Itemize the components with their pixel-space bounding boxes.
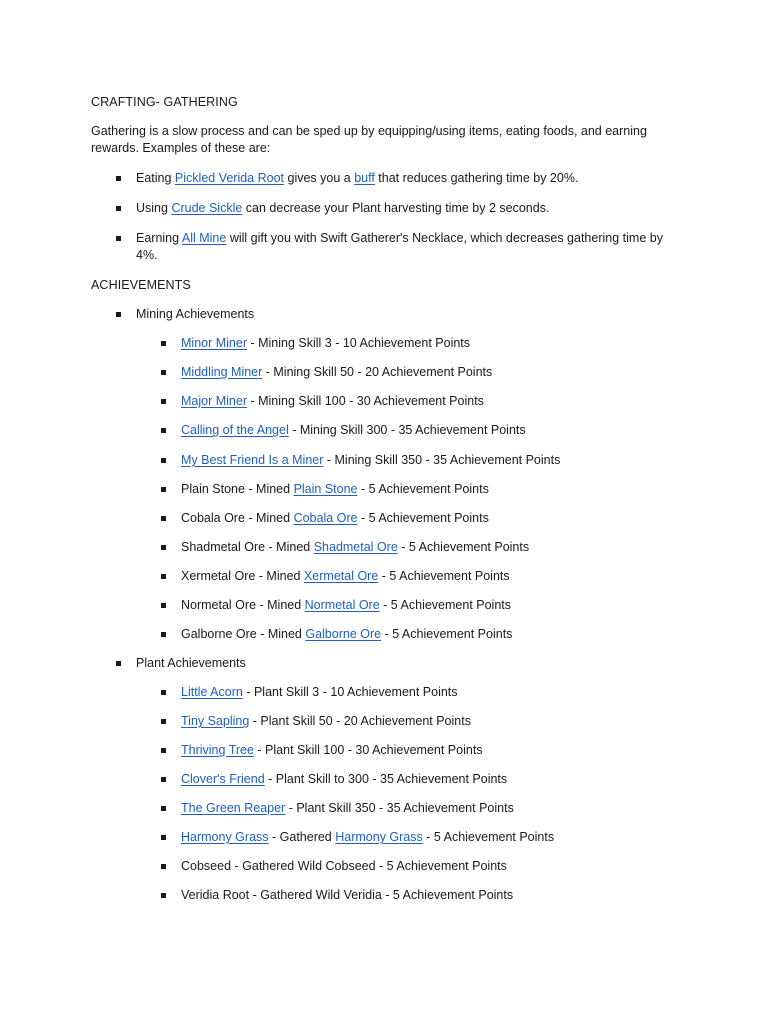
bullet-icon bbox=[161, 487, 166, 492]
link-all-mine[interactable]: All Mine bbox=[181, 231, 227, 245]
bullet-icon bbox=[161, 719, 166, 724]
achievement-link[interactable]: Clover's Friend bbox=[181, 772, 265, 786]
link-crude-sickle[interactable]: Crude Sickle bbox=[171, 201, 243, 215]
bullet-icon bbox=[161, 864, 166, 869]
section-heading-crafting: CRAFTING- GATHERING bbox=[91, 95, 238, 109]
category-label-plant: Plant Achievements bbox=[136, 656, 246, 670]
bullet-icon bbox=[161, 632, 166, 637]
category-label-mining: Mining Achievements bbox=[136, 307, 255, 321]
achievement-link[interactable]: Major Miner bbox=[181, 394, 247, 408]
tip-text: Earning All Mine will gift you with Swift Gatherer's Necklace, which decreases gathering time by 4%. bbox=[136, 231, 663, 262]
achievement-link[interactable]: Little Acorn bbox=[181, 685, 243, 699]
achievement-link[interactable]: Xermetal Ore bbox=[303, 569, 379, 583]
achievement-link[interactable]: The Green Reaper bbox=[181, 801, 286, 815]
bullet-icon bbox=[161, 806, 166, 811]
bullet-icon bbox=[116, 312, 121, 317]
bullet-icon bbox=[161, 603, 166, 608]
bullet-icon bbox=[116, 206, 121, 211]
bullet-icon bbox=[161, 458, 166, 463]
bullet-icon bbox=[116, 176, 121, 181]
bullet-icon bbox=[161, 835, 166, 840]
bullet-icon bbox=[116, 236, 121, 241]
achievement-link[interactable]: Shadmetal Ore bbox=[313, 540, 398, 554]
tip-text: Using Crude Sickle can decrease your Plant harvesting time by 2 seconds. bbox=[136, 201, 550, 215]
bullet-icon bbox=[161, 574, 166, 579]
achievement-link[interactable]: Plain Stone bbox=[293, 482, 358, 496]
achievement-link[interactable]: Harmony Grass bbox=[335, 830, 423, 844]
bullet-icon bbox=[161, 370, 166, 375]
bullet-icon bbox=[161, 777, 166, 782]
link-buff[interactable]: buff bbox=[354, 171, 375, 185]
achievement-link[interactable]: Calling of the Angel bbox=[181, 423, 289, 437]
bullet-icon bbox=[161, 428, 166, 433]
link-pickled-verida-root[interactable]: Pickled Verida Root bbox=[174, 171, 285, 185]
bullet-icon bbox=[161, 748, 166, 753]
intro-paragraph: Gathering is a slow process and can be sped up by equipping/using items, eating foods, and earning rewards. Examples of these are: bbox=[91, 124, 647, 155]
achievement-link[interactable]: Cobala Ore bbox=[293, 511, 358, 525]
bullet-icon bbox=[161, 399, 166, 404]
bullet-icon bbox=[161, 341, 166, 346]
bullet-icon bbox=[161, 516, 166, 521]
section-heading-achievements: ACHIEVEMENTS bbox=[91, 278, 191, 292]
achievement-link[interactable]: Thriving Tree bbox=[181, 743, 254, 757]
achievement-link[interactable]: Galborne Ore bbox=[305, 627, 382, 641]
bullet-icon bbox=[161, 690, 166, 695]
achievement-link[interactable]: Tiny Sapling bbox=[181, 714, 250, 728]
tip-text: Eating Pickled Verida Root gives you a buff that reduces gathering time by 20%. bbox=[136, 171, 579, 185]
bullet-icon bbox=[161, 893, 166, 898]
achievement-link[interactable]: My Best Friend Is a Miner bbox=[181, 453, 324, 467]
achievement-link[interactable]: Minor Miner bbox=[181, 336, 247, 350]
bullet-icon bbox=[116, 661, 121, 666]
achievement-link[interactable]: Normetal Ore bbox=[304, 598, 380, 612]
achievement-link[interactable]: Middling Miner bbox=[181, 365, 263, 379]
achievement-link[interactable]: Harmony Grass bbox=[181, 830, 269, 844]
bullet-icon bbox=[161, 545, 166, 550]
document-page: CRAFTING- GATHERING Gathering is a slow process and can be sped up by equipping/using items, eating foods, and earning rewards. Examples of these are: Eating Pickled Verida Root gives you a buff that reduces gathering time by 20%. Using Crude Sickle can decrease your Plant harvesting time by 2 seconds. Earning All Mine will gift you with Swift Gatherer's Necklace, which decreases gathering time by 4%. ACHIEVEMENTS Mining Achievements Minor Miner - Mining Skill 3 - 10 Achievement Points Middling Miner - Mining Skill 50 - 20 Achievement Points Major Miner - Mining Skill 100 - 30 Achievement Points Calling of the Angel - Mining Skill 300 - 35 Achievement Points My Best Friend Is a Miner - Mining Skill 350 - 35 Achievement Points Plain Stone - Mined Plain Stone - 5 Achievement Points Cobala Ore - Mined Cobala Ore - 5 Achievement Points Shadmetal Ore - Mined Shadmetal Ore - 5 Achievement Points Xermetal Ore - Mined Xermetal Ore - 5 Achievement Points Normetal Ore - Mined Normetal Ore - 5 Achievement Points Galborne Ore - Mined Galborne Ore - 5 Achievement Points Plant Achievements Little Acorn - Plant Skill 3 - 10 Achievement Points Tiny Sapling - Plant Skill 50 - 20 Achievement Points Thriving Tree - Plant Skill 100 - 30 Achievement Points Clover's Friend - Plant Skill to 300 - 35 Achievement Points The Green Reaper - Plant Skill 350 - 35 Achievement Points Harmony Grass - Gathered Harmony Grass - 5 Achievement Points Cobseed - Gathered Wild Cobseed - 5 Achievement Points Veridia Root - Gathered Wild Veridia - 5 Achievement Points bbox=[0, 0, 768, 1024]
